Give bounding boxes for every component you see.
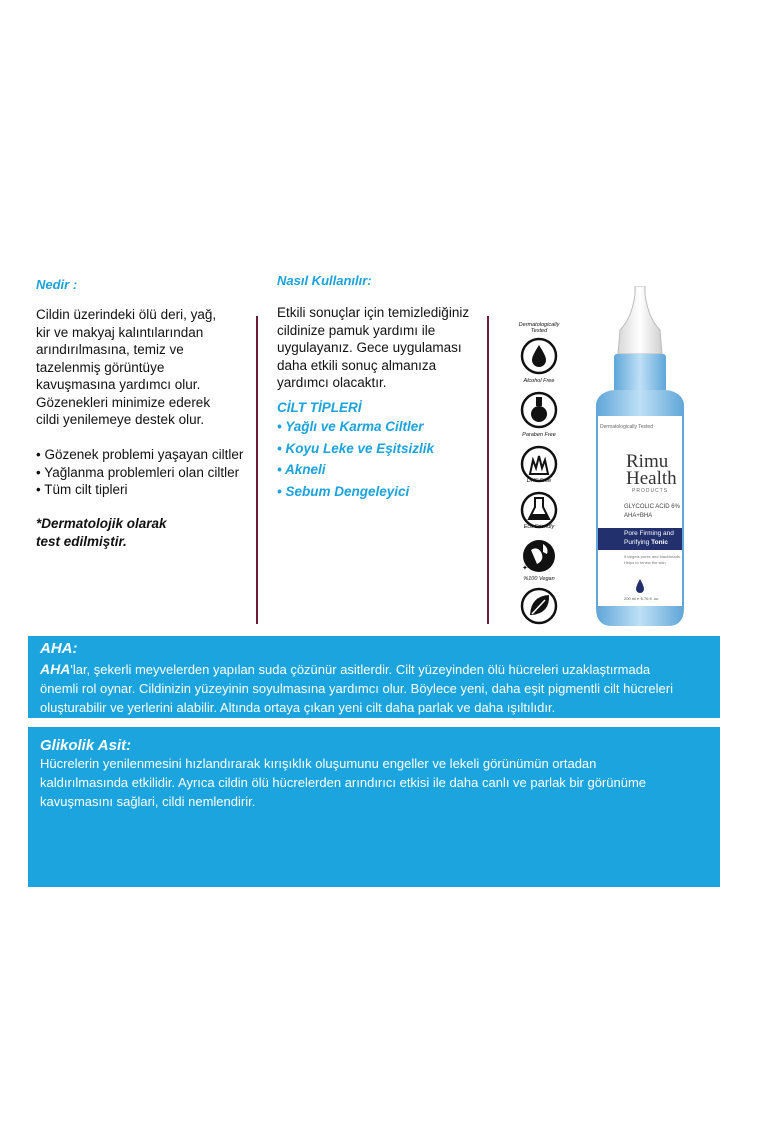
- aha-text: [40, 660, 716, 717]
- badge-dermatologically-tested: [517, 322, 561, 382]
- badge-label: Paraben Free: [522, 432, 556, 438]
- brand-line: Health: [626, 468, 677, 489]
- nedir-title: Nedir :: [36, 277, 78, 292]
- product-band: [624, 529, 674, 547]
- svg-text:✦: ✦: [522, 564, 528, 572]
- bullet-item: • Yağlanma problemleri olan ciltler: [36, 464, 240, 480]
- glycolic-title: Glikolik Asit:: [40, 737, 132, 754]
- badge-label: %100 Vegan: [523, 576, 555, 582]
- bullet-item: • Tüm cilt tipleri: [36, 482, 128, 497]
- column-divider-right: [487, 316, 489, 624]
- glycolic-text: [40, 754, 716, 811]
- claim-line: Helps to renew the skin: [624, 560, 666, 565]
- brand-logo: [626, 453, 677, 487]
- glycolic-line: kavuşmasını sağlari, cildi nemlendirir.: [40, 794, 256, 809]
- usage-line: uygulayanız. Gece uygulaması: [277, 340, 462, 355]
- usage-line: yardımcı olacaktır.: [277, 375, 387, 390]
- globe-icon: [517, 530, 561, 582]
- usage-line: cildinize pamuk yardımı ile: [277, 322, 436, 338]
- skin-type-item: • Yağlı ve Karma Ciltler: [277, 419, 424, 434]
- aha-line: önemli rol oynar. Cildinizin yüzeyinin soyulmasına yardımcı olur. Böylece yeni, daha eşit pigmentli cilt hücreleri: [40, 681, 673, 696]
- skin-type-item: • Akneli: [277, 462, 326, 477]
- band-line: Purifying: [624, 539, 652, 546]
- note-line: *Dermatolojik olarak: [36, 516, 167, 531]
- flask-icon: [517, 384, 561, 436]
- leaf-icon: [517, 580, 561, 632]
- bottle-tested-label: Dermatologically Tested: [600, 424, 653, 430]
- usage-line: daha etkili sonuç almanıza: [277, 357, 437, 373]
- description-line: Gözenekleri minimize ederek: [36, 394, 211, 410]
- badge-label: Alcohol Free: [523, 378, 555, 384]
- drop-icon: [517, 330, 561, 382]
- badge-eco-friendly: [517, 524, 561, 584]
- badge-label: DHS Free: [526, 478, 552, 484]
- claim-line: It targets pores and blackheads.: [624, 554, 681, 559]
- dermatology-note: [36, 515, 167, 550]
- aha-line: 'lar, şekerli meyvelerden yapılan suda çözünür asitlerdir. Cilt yüzeyinden ölü hücreleri uzaklaştırmada: [70, 662, 651, 677]
- badge-label: Dermatologically Tested: [518, 322, 560, 334]
- description-line: kavuşmasına yardımcı olur.: [36, 377, 201, 392]
- skin-types-list: [277, 416, 434, 502]
- skin-type-item: • Sebum Dengeleyici: [277, 483, 410, 499]
- description-line: tazelenmiş görüntüye: [36, 359, 165, 375]
- description-line: arındırılmasına, temiz ve: [36, 342, 184, 357]
- band-line: Pore Firming and: [624, 530, 674, 537]
- ingredient-line: AHA+BHA: [624, 513, 653, 519]
- usage-title: Nasıl Kullanılır:: [277, 273, 372, 288]
- skin-type-item: • Koyu Leke ve Eşitsizlik: [277, 440, 435, 456]
- usage-text: [277, 304, 469, 392]
- description-line: kir ve makyaj kalıntılarından: [36, 324, 204, 340]
- column-divider-left: [256, 316, 258, 624]
- glycolic-panel: [28, 727, 720, 887]
- description-line: Cildin üzerindeki ölü deri, yağ,: [36, 307, 217, 322]
- description-line: cildi yenilemeye destek olur.: [36, 412, 205, 427]
- band-highlight: Tonic: [651, 539, 668, 546]
- brand-line: Rimu: [626, 451, 669, 472]
- glycolic-line: kaldırılmasında etkilidir. Ayrıca cildin ölü hücrelerden arındırıcı etkisi ile daha canlı ve parlak bir görünüme: [40, 775, 647, 790]
- badge-alcohol-free: [517, 378, 561, 438]
- aha-line: oluşturabilir ve yerlerini alabilir. Altında ortaya çıkan yeni cilt daha parlak ve daha ışıltılıdır.: [40, 700, 556, 715]
- aha-title: AHA:: [40, 640, 78, 657]
- product-volume: 200 ml ℮ 6.76 fl. oz.: [624, 596, 660, 601]
- badge-label: Eco Friendly: [523, 524, 555, 530]
- skin-bullets: [36, 446, 243, 499]
- skin-types-title: CİLT TİPLERİ: [277, 400, 362, 415]
- glycolic-line: Hücrelerin yenilenmesini hızlandırarak kırışıklık oluşumunu engeller ve lekeli görünümün ortadan: [40, 756, 597, 771]
- ingredient-line: GLYCOLIC ACID 6%: [624, 504, 680, 510]
- aha-panel: [28, 636, 720, 718]
- usage-line: Etkili sonuçlar için temizlediğiniz: [277, 305, 470, 320]
- bullet-item: • Gözenek problemi yaşayan ciltler: [36, 447, 244, 462]
- product-bottle: [590, 286, 690, 628]
- badge-vegan: [517, 576, 561, 636]
- nedir-description: [36, 306, 216, 429]
- brand-sub: PRODUCTS: [632, 488, 669, 494]
- note-line: test edilmiştir.: [36, 533, 127, 549]
- product-claims: [624, 554, 681, 566]
- aha-lead: AHA: [40, 661, 71, 677]
